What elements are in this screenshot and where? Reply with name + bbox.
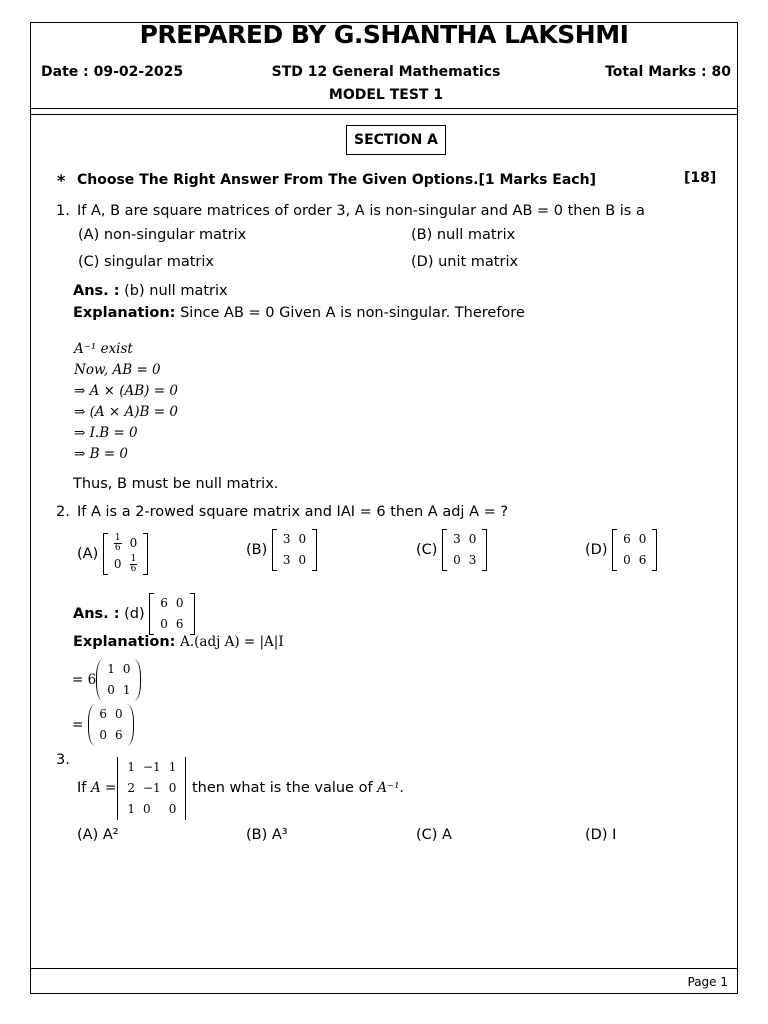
q2-number: 2. — [56, 504, 70, 520]
q1-option-b: (B) null matrix — [411, 227, 516, 243]
q2-explanation — [73, 634, 284, 650]
q3-lhs: A = — [91, 780, 117, 796]
q1-step-3: ⇒ A × (AB) = 0 — [74, 383, 178, 399]
q2-explanation-text: A.(adj A) = |A|I — [180, 634, 284, 650]
q2-answer — [73, 593, 195, 635]
q2-option-b-label: (B) — [246, 542, 268, 558]
q2-answer-text: (d) — [124, 606, 145, 622]
fraction: $\frac{1}{6}$ — [114, 533, 121, 553]
q2-option-a-label: (A) — [77, 546, 99, 562]
q2-answer-label: Ans. : — [73, 606, 120, 622]
q1-explanation-text: Since AB = 0 Given A is non-singular. Therefore — [180, 305, 525, 321]
q1-step-6: ⇒ B = 0 — [74, 446, 129, 462]
q2-option-b-matrix: 3 0 3 0 — [272, 529, 317, 571]
page-number: Page 1 — [687, 975, 728, 989]
q2-option-d-matrix: 6 0 0 6 — [612, 529, 657, 571]
q1-explanation-label: Explanation: — [73, 305, 176, 321]
q3-option-c: (C) A — [416, 827, 452, 843]
q2-option-a-matrix: $\frac{1}{6}$ 0 0 $\frac{1}{6}$ — [103, 533, 148, 575]
q2-explanation-label: Explanation: — [73, 634, 176, 650]
total-marks: Total Marks : 80 — [605, 64, 731, 80]
q1-step-2: Now, AB = 0 — [74, 362, 161, 378]
footer-divider — [30, 968, 738, 969]
q3-option-d: (D) I — [585, 827, 617, 843]
q2-option-b — [246, 529, 317, 571]
q2-option-c — [416, 529, 487, 571]
header-divider — [30, 108, 738, 109]
q1-answer — [73, 283, 228, 299]
q1-step-5: ⇒ I.B = 0 — [74, 425, 138, 441]
q3-if: If — [77, 780, 87, 796]
section-label: SECTION A — [346, 125, 446, 155]
q1-conclusion: Thus, B must be null matrix. — [73, 476, 279, 492]
q1-explanation — [73, 305, 525, 321]
q2-equation-1-prefix: = 6 — [72, 672, 97, 688]
q3-then: then what is the value of — [191, 780, 373, 796]
q3-option-b: (B) A³ — [246, 827, 288, 843]
q2-text: If A is a 2-rowed square matrix and IAI = 6 then A adj A = ? — [77, 504, 509, 520]
q1-text: If A, B are square matrices of order 3, A is non-singular and AB = 0 then B is a — [77, 203, 645, 219]
page-title: PREPARED BY G.SHANTHA LAKSHMI — [139, 20, 629, 49]
identity-matrix: 1 0 0 1 — [96, 659, 141, 701]
section-instruction: Choose The Right Answer From The Given Options.[1 Marks Each] — [77, 172, 596, 188]
q2-option-a — [77, 531, 148, 577]
q1-option-c: (C) singular matrix — [78, 254, 214, 270]
q2-option-c-label: (C) — [416, 542, 438, 558]
q2-option-c-matrix: 3 0 0 3 — [442, 529, 487, 571]
q3-determinant: 1 −1 1 2 −1 0 1 0 0 — [116, 757, 187, 820]
header-divider-2 — [30, 114, 738, 115]
q2-equation-1 — [72, 659, 141, 701]
q1-option-d: (D) unit matrix — [411, 254, 519, 270]
q2-equation-2 — [72, 704, 134, 746]
q3-option-a: (A) A² — [77, 827, 119, 843]
q1-step-4: ⇒ (A × A)B = 0 — [74, 404, 178, 420]
subject-name: STD 12 General Mathematics — [271, 64, 501, 80]
q3-target: A⁻¹. — [377, 780, 404, 796]
q2-option-d-label: (D) — [585, 542, 608, 558]
q3-text — [77, 757, 404, 819]
q1-number: 1. — [56, 203, 70, 219]
fraction: $\frac{1}{6}$ — [130, 554, 137, 574]
q1-answer-text: (b) null matrix — [124, 283, 228, 299]
q3-number: 3. — [56, 752, 70, 768]
q2-equation-2-prefix: = — [72, 717, 84, 733]
exam-date: Date : 09-02-2025 — [41, 64, 184, 80]
test-name: MODEL TEST 1 — [328, 87, 444, 103]
q2-option-d — [585, 529, 657, 571]
q1-option-a: (A) non-singular matrix — [78, 227, 247, 243]
bullet-icon: * — [57, 171, 66, 190]
section-marks: [18] — [684, 170, 717, 186]
q1-answer-label: Ans. : — [73, 283, 120, 299]
q2-answer-matrix: 6 0 0 6 — [149, 593, 194, 635]
result-matrix: 6 0 0 6 — [88, 704, 133, 746]
q1-step-1: A⁻¹ exist — [74, 341, 133, 357]
